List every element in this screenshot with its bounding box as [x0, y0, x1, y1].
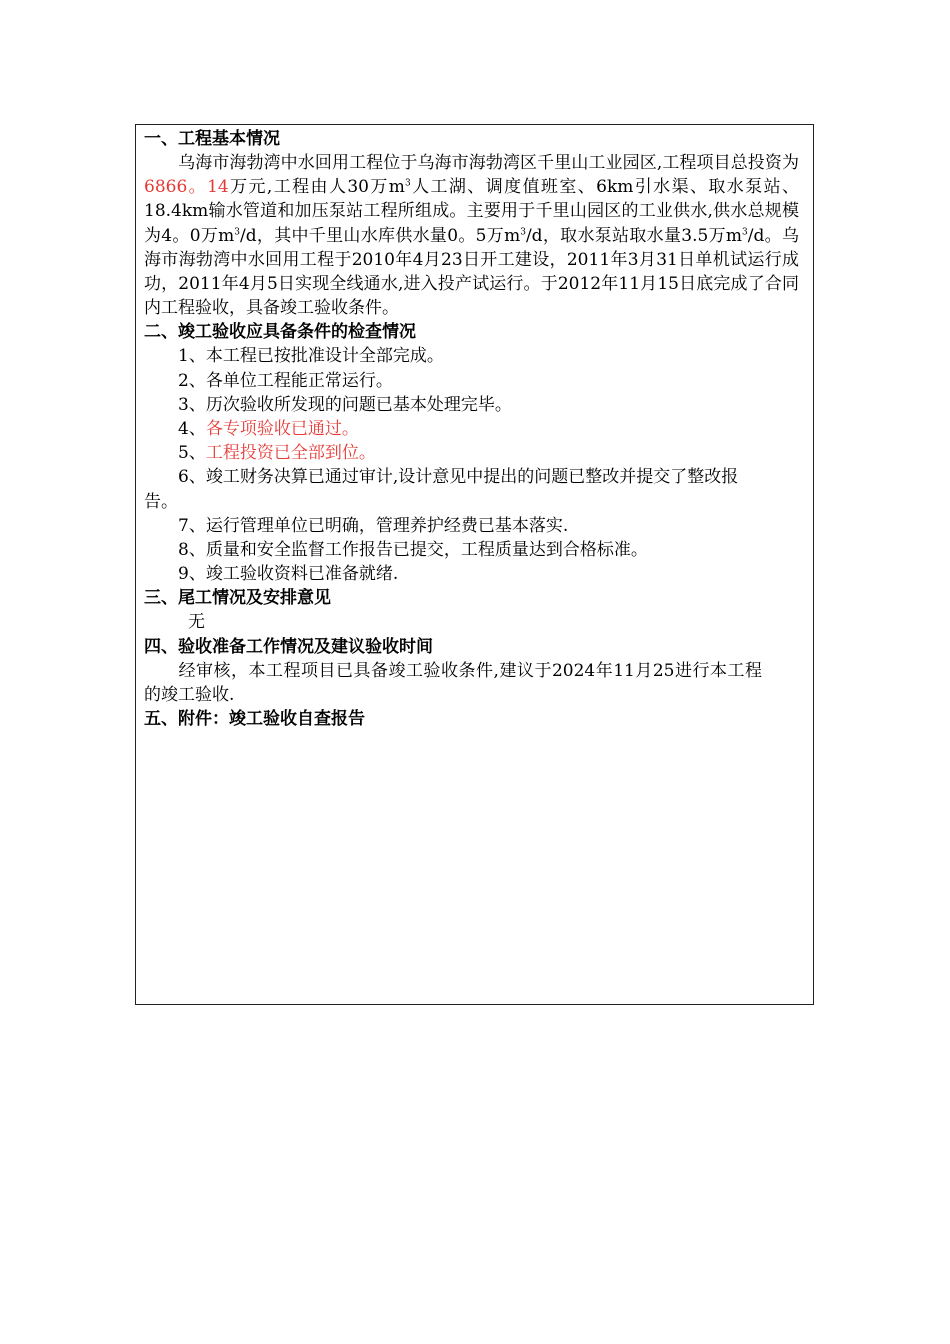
superscript: 3: [404, 178, 411, 189]
text-segment: /d。乌海市海勃湾中水回用工程于2010年4月23日开工建设，2011年3月31日单机试运行成功，2011年4月5日实现全线通水,进入投产试运行。于2012年11月15日底完成了合同内工程验收，具备竣工验收条件。: [144, 225, 799, 319]
section-heading-attachment: 五、附件：竣工验收自查报告: [144, 709, 365, 730]
total-investment-amount: 6866。14: [144, 177, 229, 198]
form-content: [144, 127, 799, 731]
text-segment: 人工湖、调度值班室、6km引水渠、取水泵站、18.4km输水管道和加压泵站工程所组成。主要用于千里山园区的工业供水,供水总规模为4。0万m: [144, 177, 800, 246]
form-box: [135, 124, 814, 1005]
section-heading-basic-info: 一、工程基本情况: [144, 129, 280, 149]
condition-item: 9、竣工验收资料已准备就绪.: [178, 564, 399, 585]
condition-item: 5、工程投资已全部到位。: [178, 443, 376, 464]
superscript: 3: [742, 226, 748, 237]
text-segment: 万元,工程由人30万m: [228, 177, 405, 198]
condition-item: 3、历次验收所发现的问题已基本处理完毕。: [178, 394, 512, 415]
section-heading-acceptance-prep: 四、验收准备工作情况及建议验收时间: [144, 636, 433, 657]
condition-item: 8、质量和安全监督工作报告已提交，工程质量达到合格标准。: [178, 540, 648, 561]
superscript: 3: [520, 226, 526, 237]
text-segment: /d，其中千里山水库供水量0。5万m: [240, 225, 521, 246]
section-heading-conditions: 二、竣工验收应具备条件的检查情况: [144, 322, 416, 343]
condition-item: 2、各单位工程能正常运行。: [178, 370, 393, 391]
condition-item: 1、本工程已按批准设计全部完成。: [178, 346, 444, 367]
section-heading-remaining-work: 三、尾工情况及安排意见: [144, 588, 331, 609]
remaining-work-text: 无: [188, 612, 205, 633]
superscript: 3: [234, 226, 240, 237]
highlighted-text: 各专项验收已通过。: [205, 419, 359, 440]
condition-item: 6、竣工财务决算已通过审计,设计意见中提出的问题已整改并提交了整改报告。: [144, 467, 739, 512]
basic-info-paragraph: [144, 151, 799, 320]
condition-item: 4、各专项验收已通过。: [178, 419, 359, 440]
text-segment: /d，取水泵站取水量3.5万m: [525, 225, 743, 246]
acceptance-prep-text: 经审核，本工程项目已具备竣工验收条件,建议于2024年11月25进行本工程的竣工验收.: [144, 660, 762, 705]
text-segment: 乌海市海勃湾中水回用工程位于乌海市海勃湾区千里山工业园区,工程项目总投资为: [178, 153, 799, 173]
condition-item: 7、运行管理单位已明确，管理养护经费已基本落实.: [178, 515, 569, 536]
highlighted-text: 工程投资已全部到位。: [205, 443, 376, 464]
